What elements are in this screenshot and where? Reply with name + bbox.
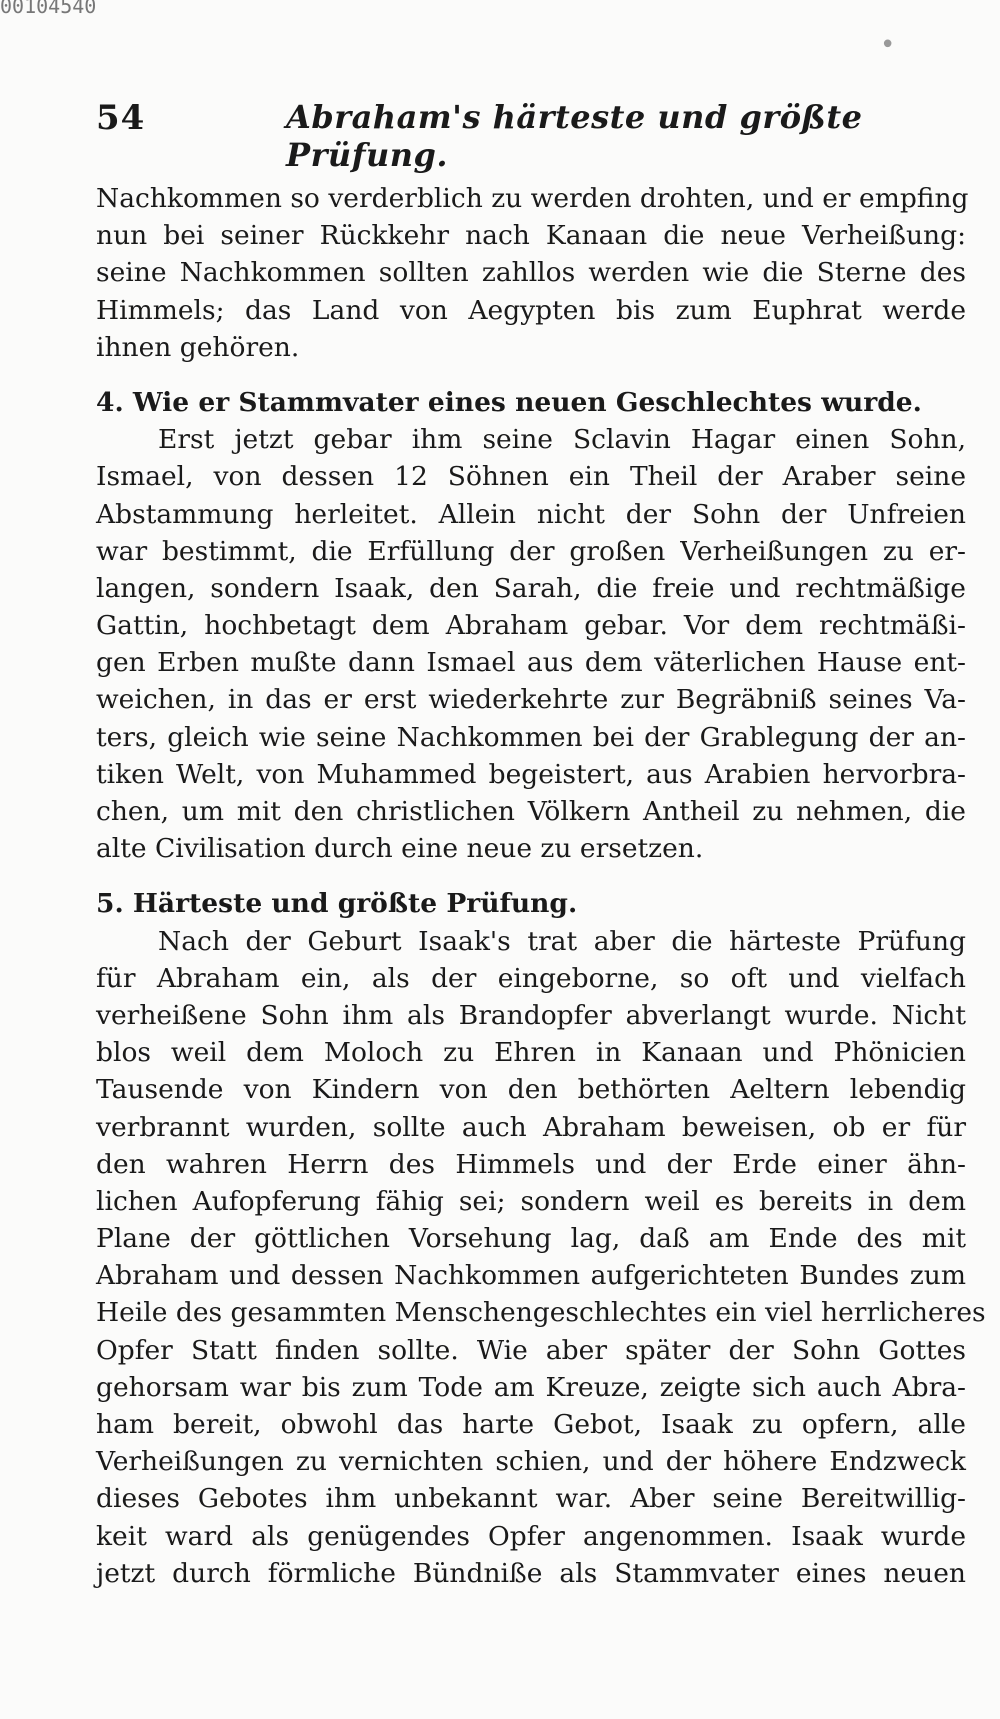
text-line: weichen, in das er erst wiederkehrte zur Begräbniß seines Va-: [96, 684, 966, 716]
text-line: blos weil dem Moloch zu Ehren in Kanaan und Phönicien: [96, 1037, 966, 1069]
shelfmark: 00104540: [0, 0, 97, 18]
text-line: Gattin, hochbetagt dem Abraham gebar. Vor dem rechtmäßi-: [96, 610, 966, 642]
text-line: Abstammung herleitet. Allein nicht der Sohn der Unfreien: [96, 498, 966, 530]
text-line: verbrannt wurden, sollte auch Abraham beweisen, ob er für: [96, 1111, 966, 1143]
section-4-heading: 4. Wie er Stammvater eines neuen Geschlechtes wurde.: [96, 386, 922, 418]
page-number: 54: [96, 98, 146, 138]
text-line: war bestimmt, die Erfüllung der großen Verheißungen zu er-: [96, 535, 966, 567]
text-line: gehorsam war bis zum Tode am Kreuze, zeigte sich auch Abra-: [96, 1371, 966, 1403]
text-line: dieses Gebotes ihm unbekannt war. Aber seine Bereitwillig-: [96, 1483, 966, 1515]
text-line: keit ward als genügendes Opfer angenommen. Isaak wurde: [96, 1520, 966, 1552]
paper-speck: •: [880, 30, 896, 60]
text-line: Heile des gesammten Menschengeschlechtes ein viel herrlicheres: [96, 1297, 986, 1329]
text-line: langen, sondern Isaak, den Sarah, die freie und rechtmäßige: [96, 572, 966, 604]
running-title: Abraham's härteste und größte Prüfung.: [286, 98, 863, 174]
text-line: gen Erben mußte dann Ismael aus dem väterlichen Hause ent-: [96, 647, 966, 679]
text-line: Ismael, von dessen 12 Söhnen ein Theil der Araber seine: [96, 461, 966, 493]
text-line: jetzt durch förmliche Bündniße als Stammvater eines neuen: [96, 1557, 966, 1589]
text-line: Abraham und dessen Nachkommen aufgerichteten Bundes zum: [96, 1260, 966, 1292]
text-line: Erst jetzt gebar ihm seine Sclavin Hagar einen Sohn,: [158, 424, 966, 456]
body-text: [96, 180, 986, 1592]
page-header: [96, 98, 966, 174]
text-line: Nach der Geburt Isaak's trat aber die härteste Prüfung: [158, 925, 966, 957]
text-line: Tausende von Kindern von den bethörten Aeltern lebendig: [96, 1074, 966, 1106]
text-line: Opfer Statt finden sollte. Wie aber später der Sohn Gottes: [96, 1334, 966, 1366]
text-line: nun bei seiner Rückkehr nach Kanaan die neue Verheißung:: [96, 220, 966, 252]
text-line: für Abraham ein, als der eingeborne, so oft und vielfach: [96, 962, 966, 994]
text-line: ters, gleich wie seine Nachkommen bei der Grablegung der an-: [96, 721, 966, 753]
text-line: ihnen gehören.: [96, 331, 300, 363]
text-line: alte Civilisation durch eine neue zu ersetzen.: [96, 833, 704, 865]
text-line: Plane der göttlichen Vorsehung lag, daß am Ende des mit: [96, 1223, 966, 1255]
text-line: den wahren Herrn des Himmels und der Erde einer ähn-: [96, 1148, 966, 1180]
text-line: chen, um mit den christlichen Völkern Antheil zu nehmen, die: [96, 796, 966, 827]
text-line: Himmels; das Land von Aegypten bis zum Euphrat werde: [96, 294, 966, 326]
intro-paragraph: [96, 180, 969, 366]
text-line: tiken Welt, von Muhammed begeistert, aus Arabien hervorbra-: [96, 758, 966, 790]
section-4-paragraph: [96, 421, 966, 867]
section-5-paragraph: [96, 923, 986, 1592]
text-line: lichen Aufopferung fähig sei; sondern weil es bereits in dem: [96, 1185, 966, 1217]
section-5-heading: 5. Härteste und größte Prüfung.: [96, 888, 578, 920]
text-line: ham bereit, obwohl das harte Gebot, Isaak zu opfern, alle: [96, 1409, 966, 1440]
text-line: Verheißungen zu vernichten schien, und der höhere Endzweck: [96, 1446, 966, 1478]
text-line: seine Nachkommen sollten zahllos werden wie die Sterne des: [96, 257, 966, 289]
text-line: verheißene Sohn ihm als Brandopfer abverlangt wurde. Nicht: [96, 999, 966, 1031]
text-line: Nachkommen so verderblich zu werden drohten, und er empfing: [96, 183, 969, 214]
